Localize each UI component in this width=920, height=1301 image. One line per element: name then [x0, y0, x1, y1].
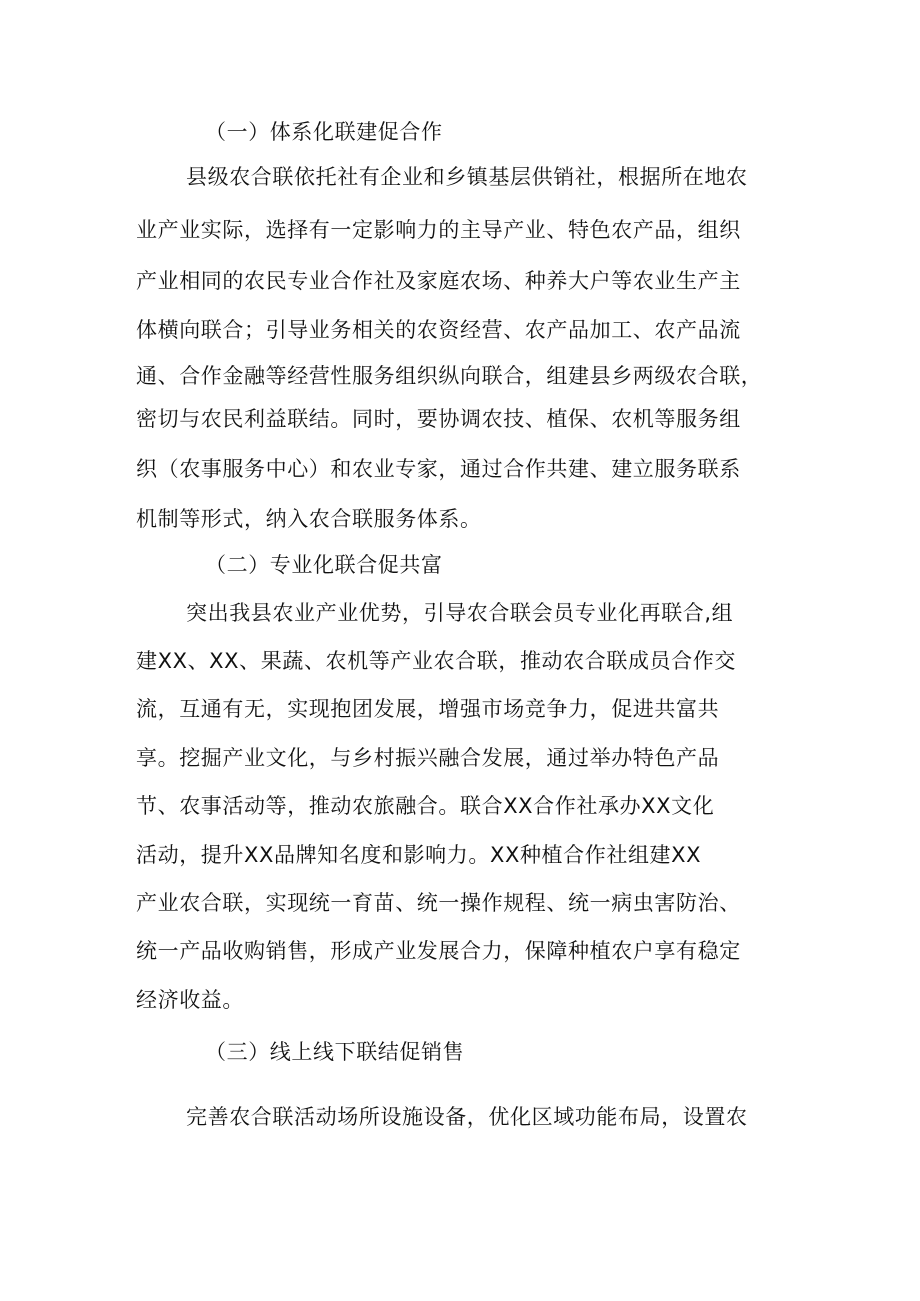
paragraph-1-line-2: 业产业实际，选择有一定影响力的主导产业、特色农产品，组织 [136, 218, 741, 242]
paragraph-2-line-9: 经济收益。 [136, 988, 244, 1012]
paragraph-1-line-8: 机制等形式，纳入农合联服务体系。 [136, 507, 482, 531]
paragraph-2-line-2: 建XX、XX、果蔬、农机等产业农合联，推动农合联成员合作交 [136, 649, 736, 673]
paragraph-1-line-3: 产业相同的农民专业合作社及家庭农场、种养大户等农业生产主 [136, 269, 741, 293]
paragraph-2-line-6: 活动，提升XX品牌知名度和影响力。XX种植合作社组建XX [136, 843, 702, 867]
paragraph-2-line-5: 节、农事活动等，推动农旅融合。联合XX合作社承办XX文化 [136, 794, 715, 818]
paragraph-2-line-7: 产业农合联，实现统一育苗、统一操作规程、统一病虫害防治、 [136, 891, 741, 915]
section-heading-3: （三）线上线下联结促销售 [205, 1040, 465, 1064]
paragraph-1-line-1: 县级农合联依托社有企业和乡镇基层供销社，根据所在地农 [186, 165, 748, 189]
paragraph-1-line-6: 密切与农民利益联结。同时，要协调农技、植保、农机等服务组 [136, 407, 741, 431]
section-heading-1: （一）体系化联建促合作 [205, 120, 443, 144]
paragraph-2-line-8: 统一产品收购销售，形成产业发展合力，保障种植农户享有稳定 [136, 939, 741, 963]
paragraph-3-line-1: 完善农合联活动场所设施设备，优化区域功能布局，设置农 [186, 1105, 748, 1129]
paragraph-2-line-4: 享。挖掘产业文化，与乡村振兴融合发展，通过举办特色产品 [136, 746, 720, 770]
section-heading-2: （二）专业化联合促共富 [205, 553, 443, 577]
paragraph-1-line-7: 织（农事服务中心）和农业专家，通过合作共建、建立服务联系 [136, 457, 741, 481]
paragraph-1-line-5: 通、合作金融等经营性服务组织纵向联合，组建县乡两级农合联， [136, 364, 763, 388]
paragraph-2-line-1: 突出我县农业产业优势，引导农合联会员专业化再联合,组 [186, 601, 734, 625]
paragraph-1-line-4: 体横向联合；引导业务相关的农资经营、农产品加工、农产品流 [136, 318, 741, 342]
paragraph-2-line-3: 流，互通有无，实现抱团发展，增强市场竞争力，促进共富共 [136, 697, 720, 721]
